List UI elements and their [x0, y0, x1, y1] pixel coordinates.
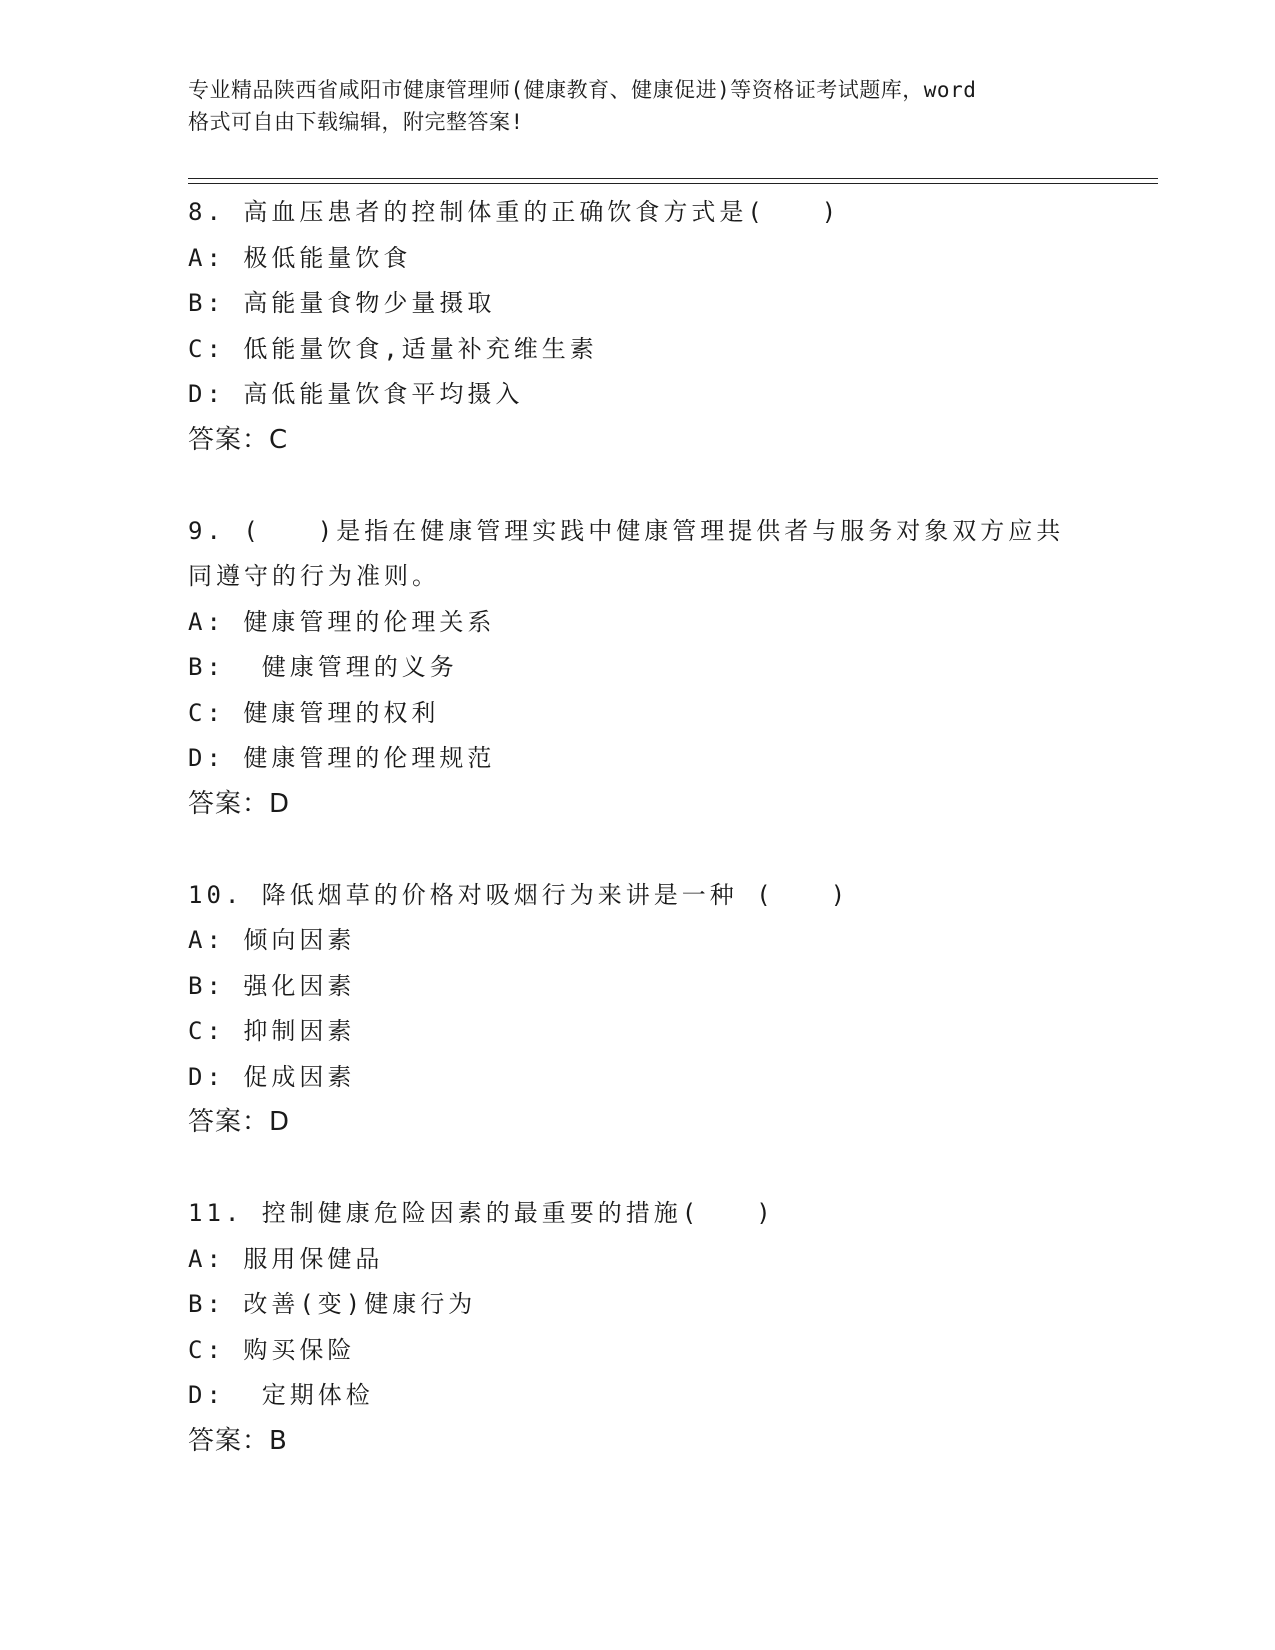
question-stem-line-1: 9. ( )是指在健康管理实践中健康管理提供者与服务对象双方应共 [188, 516, 1065, 545]
question-spacer [188, 827, 1088, 873]
option-d: D: 定期体检 [188, 1381, 374, 1409]
question-spacer [188, 463, 1088, 509]
option-a: A: 极低能量饮食 [188, 243, 412, 272]
header-divider [188, 178, 1158, 184]
option-c: C: 低能量饮食,适量补充维生素 [188, 334, 598, 363]
header-line-2: 格式可自由下载编辑，附完整答案! [188, 110, 524, 134]
header-line-1: 专业精品陕西省咸阳市健康管理师(健康教育、健康促进)等资格证考试题库，word [188, 78, 977, 102]
option-b: B: 健康管理的义务 [188, 653, 458, 681]
option-c: C: 抑制因素 [188, 1017, 356, 1045]
answer: 答案：D [188, 788, 291, 819]
option-a: A: 健康管理的伦理关系 [188, 607, 496, 636]
option-b: B: 高能量食物少量摄取 [188, 289, 496, 317]
option-d: D: 促成因素 [188, 1062, 356, 1091]
answer: 答案：C [188, 424, 289, 455]
option-c: C: 购买保险 [188, 1335, 356, 1364]
option-b: B: 强化因素 [188, 971, 356, 1000]
option-b: B: 改善(变)健康行为 [188, 1290, 477, 1318]
question-stem: 8. 高血压患者的控制体重的正确饮食方式是( ) [188, 198, 841, 226]
question-stem: 11. 控制健康危险因素的最重要的措施( ) [188, 1199, 775, 1227]
question-11 [188, 1191, 1088, 1464]
option-d: D: 高低能量饮食平均摄入 [188, 380, 524, 408]
question-stem: 10. 降低烟草的价格对吸烟行为来讲是一种 ( ) [188, 880, 850, 909]
question-list [188, 190, 1088, 1464]
page-header [188, 74, 1088, 138]
option-a: A: 服用保健品 [188, 1244, 384, 1273]
answer: 答案：D [188, 1107, 291, 1137]
question-8 [188, 190, 1088, 463]
option-a: A: 倾向因素 [188, 926, 356, 954]
question-stem-line-2: 同遵守的行为准则。 [188, 562, 440, 590]
option-d: D: 健康管理的伦理规范 [188, 744, 496, 772]
question-10 [188, 873, 1088, 1146]
answer: 答案：B [188, 1425, 288, 1456]
question-spacer [188, 1146, 1088, 1192]
question-9 [188, 509, 1088, 828]
option-c: C: 健康管理的权利 [188, 698, 440, 727]
